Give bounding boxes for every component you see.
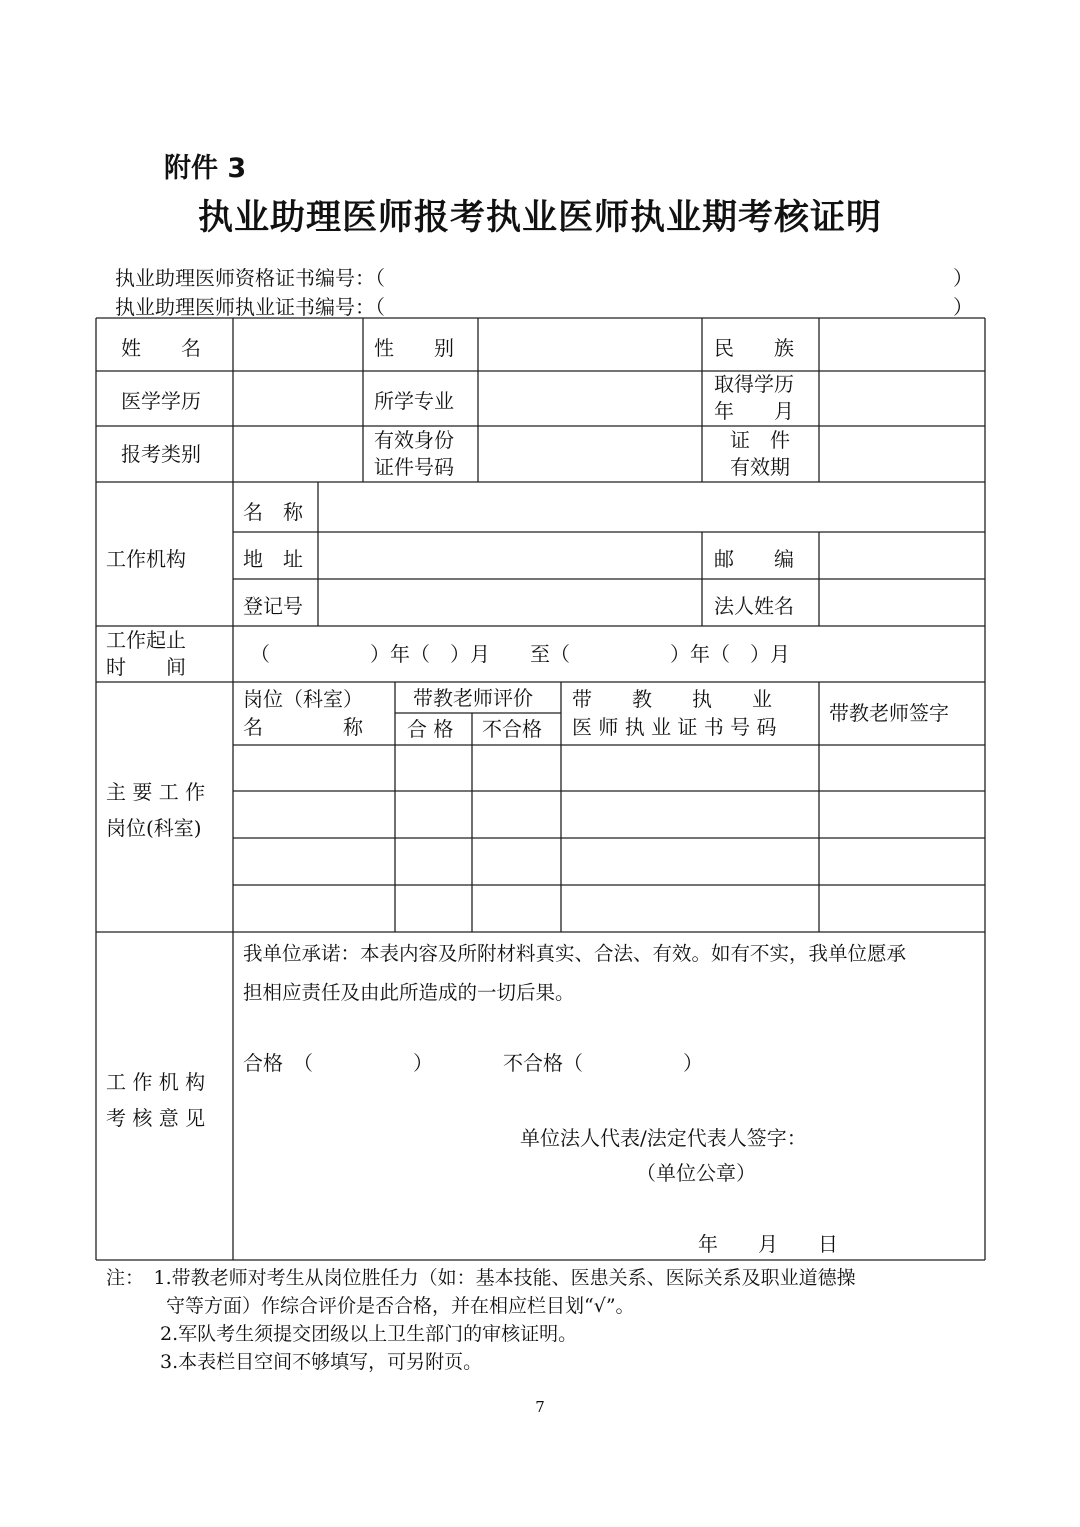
org-name-label: 名 称 (243, 500, 303, 524)
teacher-sign-header: 带教老师签字 (829, 701, 949, 725)
exam-category-field[interactable] (234, 427, 362, 481)
qualification-cert-label: 执业助理医师资格证书编号：（ (115, 266, 385, 290)
date-label: 年 月 日 (698, 1232, 838, 1256)
id-validity-label-2: 有效期 (730, 455, 790, 479)
id-number-field[interactable] (479, 427, 701, 481)
id-validity-field[interactable] (820, 427, 984, 481)
reg-no-label: 登记号 (243, 594, 303, 618)
ethnicity-label: 民 族 (714, 336, 794, 360)
notes-prefix: 注： (106, 1267, 135, 1289)
org-address-label: 地 址 (243, 547, 303, 571)
education-label: 医学学历 (121, 389, 201, 413)
gender-field[interactable] (479, 319, 701, 370)
fail-header: 不合格 (482, 717, 542, 741)
teacher-cert-header-2: 医 师 执 业 证 书 号 码 (572, 715, 777, 739)
major-field[interactable] (479, 372, 701, 425)
notes-section (106, 1264, 856, 1376)
qualified-option[interactable]: 合格 （ ） (243, 1051, 433, 1075)
reg-no-field[interactable] (319, 580, 701, 625)
attachment-label: 附件 3 (164, 153, 247, 184)
org-name-field[interactable] (319, 483, 984, 531)
document-title: 执业助理医师报考执业医师执业期考核证明 (197, 198, 882, 238)
note-1: 1.带教老师对考生从岗位胜任力（如：基本技能、医患关系、医际关系及职业道德操 (153, 1267, 856, 1289)
pass-header: 合 格 (407, 717, 454, 741)
legal-person-field[interactable] (820, 580, 984, 625)
legal-rep-sign-label: 单位法人代表/法定代表人签字： (520, 1126, 807, 1150)
teacher-cert-header-1: 带 教 执 业 (572, 687, 772, 711)
assessment-label-2: 考 核 意 见 (106, 1106, 206, 1130)
postcode-field[interactable] (820, 533, 984, 578)
main-post-label-1: 主 要 工 作 (106, 780, 206, 804)
degree-year-label-1: 取得学历 (714, 372, 794, 396)
work-org-label: 工作机构 (106, 547, 186, 571)
id-label-1: 有效身份 (374, 428, 454, 452)
practice-cert-close: ） (953, 295, 973, 319)
unqualified-option[interactable]: 不合格（ ） (503, 1051, 703, 1075)
major-label: 所学专业 (374, 389, 454, 413)
id-label-2: 证件号码 (374, 455, 454, 479)
postcode-label: 邮 编 (714, 547, 794, 571)
qualification-cert-close: ） (953, 266, 973, 290)
name-label: 姓 名 (121, 336, 201, 360)
page-number: 7 (535, 1398, 545, 1416)
gender-label: 性 别 (374, 336, 454, 360)
work-period-value[interactable]: （ ）年（ ）月 至（ ）年（ ）月 (250, 642, 790, 666)
degree-year-label-2: 年 月 (714, 399, 794, 423)
note-1-continued: 守等方面）作综合评价是否合格，并在相应栏目划“√”。 (166, 1295, 635, 1317)
name-field[interactable] (234, 319, 362, 370)
degree-year-field[interactable] (820, 372, 984, 425)
legal-person-label: 法人姓名 (714, 594, 794, 618)
org-address-field[interactable] (319, 533, 701, 578)
post-rows-area[interactable] (234, 746, 984, 931)
seal-label: （单位公章） (636, 1161, 756, 1185)
promise-line-2: 担相应责任及由此所造成的一切后果。 (243, 981, 575, 1004)
exam-category-label: 报考类别 (121, 442, 201, 466)
teacher-eval-header: 带教老师评价 (413, 686, 533, 710)
work-period-label-1: 工作起止 (106, 628, 186, 652)
work-period-label-2: 时 间 (106, 655, 186, 679)
practice-cert-label: 执业助理医师执业证书编号：（ (115, 295, 385, 319)
note-3: 3.本表栏目空间不够填写，可另附页。 (160, 1351, 483, 1373)
ethnicity-field[interactable] (820, 319, 984, 370)
note-2: 2.军队考生须提交团级以上卫生部门的审核证明。 (160, 1323, 578, 1345)
main-post-label-2: 岗位(科室) (106, 816, 202, 840)
post-name-header-2: 名 称 (243, 715, 363, 739)
promise-line-1: 我单位承诺：本表内容及所附材料真实、合法、有效。如有不实，我单位愿承 (243, 942, 907, 965)
post-name-header-1: 岗位（科室） (243, 687, 363, 711)
assessment-label-1: 工 作 机 构 (106, 1070, 206, 1094)
education-field[interactable] (234, 372, 362, 425)
id-validity-label-1: 证 件 (730, 428, 790, 452)
